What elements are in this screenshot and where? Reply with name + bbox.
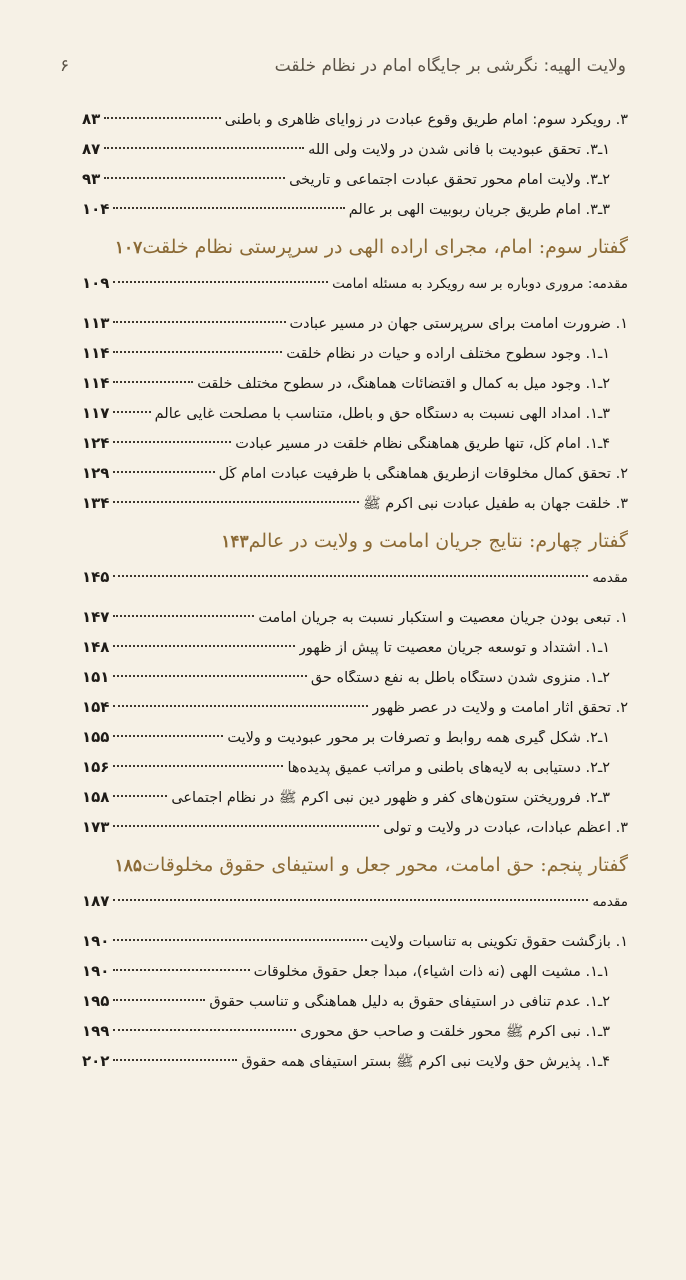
toc-entry-title: ۳ـ۱. امداد الهی نسبت به دستگاه حق و باطل، متناسب با مصلحت غایی عالم [154, 406, 610, 422]
chapter-title: گفتار سوم: امام، مجرای اراده الهی در سرپرستی نظام خلقت [142, 236, 628, 258]
toc-entry[interactable] [82, 668, 610, 698]
toc-entry-page: ۱۱۳ [82, 314, 110, 332]
toc-entry-page: ۲۰۲ [82, 1052, 110, 1070]
toc-entry[interactable] [82, 992, 610, 1022]
toc-entry[interactable] [82, 728, 610, 758]
toc-entry-title: ۱ـ۳. تحقق عبودیت با فانی شدن در ولایت ولی الله [308, 142, 610, 158]
toc-entry-page: ۸۷ [82, 140, 101, 158]
leader-dots [113, 795, 167, 797]
leader-dots [104, 117, 220, 119]
chapter-title: گفتار چهارم: نتایج جریان امامت و ولایت در عالم [248, 530, 628, 552]
leader-dots [113, 575, 588, 577]
toc-entry[interactable] [82, 404, 610, 434]
leader-dots [104, 147, 304, 149]
toc-entry-title: ۳. رویکرد سوم: امام طریق وقوع عبادت در زوایای ظاهری و باطنی [224, 112, 628, 128]
toc-entry-page: ۸۳ [82, 110, 101, 128]
toc-entry-title: ۱ـ۲. شکل گیری همه روابط و تصرفات بر محور عبودیت و ولایت [227, 730, 610, 746]
toc-entry-title: ۱ـ۱. اشتداد و توسعه جریان معصیت تا پیش از ظهور [298, 640, 610, 656]
toc-entry-page: ۱۵۱ [82, 668, 110, 686]
leader-dots [113, 281, 328, 283]
leader-dots [113, 321, 285, 323]
toc-entry-page: ۱۹۰ [82, 962, 110, 980]
toc-entry-title: ۴ـ۱. پذیرش حق ولایت نبی اکرم ﷺ بستر استیفای همه حقوق [241, 1054, 610, 1070]
leader-dots [113, 471, 214, 473]
toc-entry-page: ۱۷۳ [82, 818, 110, 836]
toc-entry-title: مقدمه: مروری دوباره بر سه رویکرد به مسئله امامت [332, 276, 628, 292]
toc-entry-title: ۱. ضرورت امامت برای سرپرستی جهان در مسیر عبادت [289, 316, 628, 332]
toc-entry-title: ۲ـ۱. وجود میل به کمال و اقتضائات هماهنگ، در سطوح مختلف خلقت [197, 376, 610, 392]
toc-entry[interactable] [82, 344, 610, 374]
toc-entry-page: ۱۴۸ [82, 638, 110, 656]
toc-chapter-heading[interactable] [82, 854, 628, 892]
toc-entry-page: ۱۱۴ [82, 374, 110, 392]
leader-dots [113, 381, 193, 383]
toc-entry-page: ۱۵۸ [82, 788, 110, 806]
toc-entry[interactable] [82, 274, 628, 304]
toc-entry-page: ۱۵۶ [82, 758, 110, 776]
toc-entry[interactable] [82, 758, 610, 788]
toc-entry-title: ۲ـ۱. عدم تنافی در استیفای حقوق به دلیل هماهنگی و تناسب حقوق [209, 994, 610, 1010]
toc-entry-title: ۳ـ۱. نبی اکرم ﷺ محور خلقت و صاحب حق محوری [300, 1024, 610, 1040]
leader-dots [113, 411, 150, 413]
leader-dots [113, 765, 283, 767]
chapter-page: ۱۴۳ [221, 532, 249, 552]
toc-entry-page: ۱۱۷ [82, 404, 110, 422]
toc-entry-title: ۲. تحقق کمال مخلوقات ازطریق هماهنگی با ظرفیت عبادت امام کُل [218, 466, 628, 482]
leader-dots [113, 825, 379, 827]
toc-chapter-heading[interactable] [82, 530, 628, 568]
toc-entry[interactable] [82, 932, 628, 962]
toc-entry[interactable] [82, 788, 610, 818]
toc-entry[interactable] [82, 962, 610, 992]
leader-dots [113, 675, 306, 677]
toc-entry[interactable] [82, 314, 628, 344]
toc-entry-title: ۴ـ۱. امام کُل، تنها طریق هماهنگی نظام خلقت در مسیر عبادت [235, 436, 610, 452]
toc-entry-title: ۱. بازگشت حقوق تکوینی به تناسبات ولایت [370, 934, 628, 950]
toc-entry[interactable] [82, 608, 628, 638]
toc-entry-title: ۲ـ۳. ولایت امام محور تحقق عبادت اجتماعی و تاریخی [289, 172, 610, 188]
toc-entry-page: ۱۲۹ [82, 464, 110, 482]
leader-dots [113, 501, 359, 503]
toc-entry-page: ۱۸۷ [82, 892, 110, 910]
toc-entry[interactable] [82, 170, 610, 200]
leader-dots [113, 1059, 237, 1061]
toc-entry-title: ۲ـ۲. دستیابی به لایه‌های باطنی و مراتب عمیق پدیده‌ها [287, 760, 610, 776]
toc-entry[interactable] [82, 818, 628, 848]
toc-entry[interactable] [82, 464, 628, 494]
leader-dots [113, 1029, 296, 1031]
toc-entry-title: ۲. تحقق آثار امامت و ولایت در عصر ظهور [372, 700, 628, 716]
leader-dots [113, 939, 366, 941]
toc-entry[interactable] [82, 140, 610, 170]
toc-entry[interactable] [82, 200, 610, 230]
toc-entry-page: ۹۳ [82, 170, 101, 188]
toc-entry-title: ۱ـ۱. مشیت الهی (نه ذات اشیاء)، مبدأ جعل حقوق مخلوقات [253, 964, 610, 980]
toc-entry-title: ۳. خلقت جهان به طفیل عبادت نبی اکرم ﷺ [363, 496, 628, 512]
toc-entry[interactable] [82, 892, 628, 922]
table-of-contents [82, 110, 628, 1082]
toc-entry-page: ۱۹۵ [82, 992, 110, 1010]
toc-entry-page: ۱۳۴ [82, 494, 110, 512]
toc-entry[interactable] [82, 434, 610, 464]
toc-entry[interactable] [82, 638, 610, 668]
toc-entry[interactable] [82, 1022, 610, 1052]
toc-entry-title: ۲ـ۱. منزوی شدن دستگاه باطل به نفع دستگاه حق [310, 670, 610, 686]
toc-entry-page: ۱۹۰ [82, 932, 110, 950]
leader-dots [104, 177, 285, 179]
running-header-title: ولایت الهیه: نگرشی بر جایگاه امام در نظام خلقت [274, 56, 626, 76]
toc-entry-title: مقدمه [592, 570, 628, 586]
toc-entry-page: ۱۵۴ [82, 698, 110, 716]
toc-entry-page: ۱۰۴ [82, 200, 110, 218]
toc-chapter-heading[interactable] [82, 236, 628, 274]
chapter-title: گفتار پنجم: حق امامت، محور جعل و استیفای حقوق مخلوقات [142, 854, 628, 876]
leader-dots [113, 999, 205, 1001]
chapter-page: ۱۸۵ [114, 856, 143, 876]
toc-entry-title: ۳. اعظم عبادات، عبادت در ولایت و تولی [383, 820, 628, 836]
toc-entry-page: ۱۰۹ [82, 274, 110, 292]
leader-dots [113, 735, 223, 737]
toc-entry-title: ۱. تبعی بودن جریان معصیت و استکبار نسبت به جریان امامت [258, 610, 628, 626]
toc-entry[interactable] [82, 110, 628, 140]
leader-dots [113, 705, 368, 707]
leader-dots [113, 645, 294, 647]
toc-entry-page: ۱۴۵ [82, 568, 110, 586]
toc-entry-title: ۳ـ۲. فروریختن ستون‌های کفر و ظهور دین نبی اکرم ﷺ در نظام اجتماعی [171, 790, 610, 806]
leader-dots [113, 441, 231, 443]
toc-entry-title: مقدمه [592, 894, 628, 910]
toc-entry[interactable] [82, 494, 628, 524]
leader-dots [113, 899, 588, 901]
running-header [60, 56, 626, 76]
toc-entry[interactable] [82, 1052, 610, 1082]
toc-entry-title: ۳ـ۳. امام طریق جریان ربوبیت الهی بر عالم [348, 202, 610, 218]
toc-entry-title: ۱ـ۱. وجود سطوح مختلف اراده و حیات در نظام خلقت [286, 346, 610, 362]
toc-entry[interactable] [82, 568, 628, 598]
leader-dots [113, 351, 282, 353]
toc-entry-page: ۱۴۷ [82, 608, 110, 626]
leader-dots [113, 207, 344, 209]
leader-dots [113, 615, 254, 617]
toc-entry-page: ۱۹۹ [82, 1022, 110, 1040]
toc-entry-page: ۱۱۴ [82, 344, 110, 362]
toc-entry[interactable] [82, 374, 610, 404]
chapter-page: ۱۰۷ [114, 238, 143, 258]
toc-entry[interactable] [82, 698, 628, 728]
page-number: ۶ [60, 56, 70, 76]
leader-dots [113, 969, 249, 971]
toc-entry-page: ۱۲۴ [82, 434, 110, 452]
toc-entry-page: ۱۵۵ [82, 728, 110, 746]
